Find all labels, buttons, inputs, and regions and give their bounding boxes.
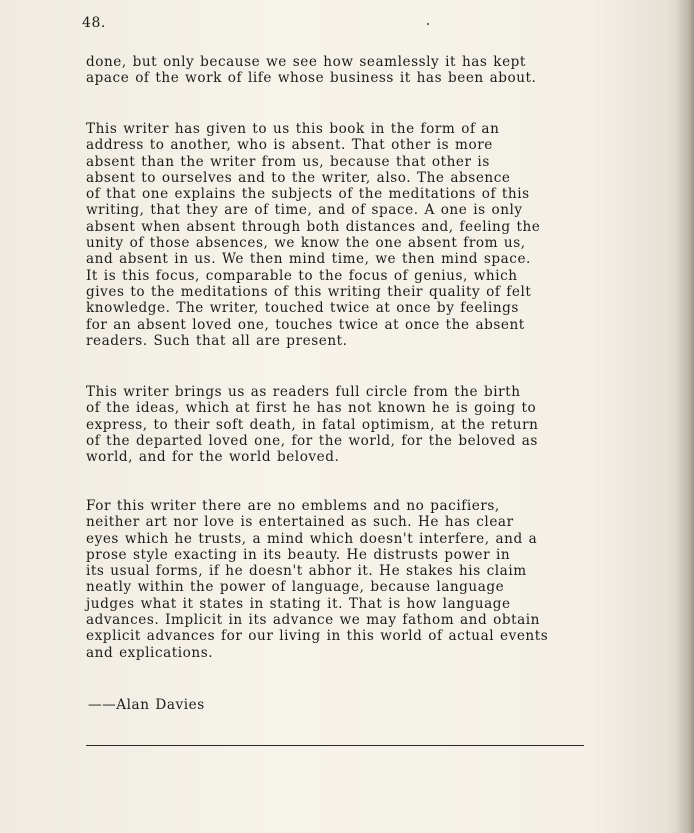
text-line: judges what it states in stating it. That is how language bbox=[86, 595, 511, 612]
text-line: of that one explains the subjects of the meditations of this bbox=[86, 186, 530, 203]
text-line: address to another, who is absent. That other is more bbox=[86, 137, 493, 154]
paragraph-1 bbox=[86, 54, 616, 87]
text-line: readers. Such that all are present. bbox=[86, 332, 348, 349]
text-line: of the ideas, which at first he has not known he is going to bbox=[86, 400, 537, 417]
paragraph-2 bbox=[86, 121, 616, 349]
author-signature: ——Alan Davies bbox=[88, 697, 205, 713]
text-line: eyes which he trusts, a mind which doesn't interfere, and a bbox=[86, 530, 538, 547]
text-line: its usual forms, if he doesn't abhor it. He stakes his claim bbox=[86, 563, 527, 580]
text-line: for an absent loved one, touches twice at once the absent bbox=[86, 316, 525, 333]
paragraph-4 bbox=[86, 498, 616, 661]
page-edge-shadow bbox=[676, 0, 694, 833]
text-line: neither art nor love is entertained as such. He has clear bbox=[86, 514, 514, 531]
text-line: knowledge. The writer, touched twice at once by feelings bbox=[86, 300, 519, 317]
text-line: and absent in us. We then mind time, we then mind space. bbox=[86, 251, 531, 268]
text-line: apace of the work of life whose business it has been about. bbox=[86, 70, 537, 87]
text-line: writing, that they are of time, and of space. A one is only bbox=[86, 202, 523, 219]
text-line: explicit advances for our living in this world of actual events bbox=[86, 628, 549, 645]
text-line: For this writer there are no emblems and no pacifiers, bbox=[86, 498, 500, 514]
text-line: unity of those absences, we know the one absent from us, bbox=[86, 235, 526, 252]
text-line: world, and for the world beloved. bbox=[86, 449, 340, 466]
text-line: This writer brings us as readers full circle from the birth bbox=[86, 384, 521, 400]
text-line: and explications. bbox=[86, 644, 214, 661]
paper-speck bbox=[427, 23, 429, 25]
text-line: neatly within the power of language, because language bbox=[86, 579, 505, 596]
text-line: It is this focus, comparable to the focus of genius, which bbox=[86, 267, 518, 284]
bottom-rule bbox=[86, 745, 584, 746]
text-line: advances. Implicit in its advance we may fathom and obtain bbox=[86, 612, 540, 629]
text-line: gives to the meditations of this writing their quality of felt bbox=[86, 283, 532, 300]
paragraph-3 bbox=[86, 384, 616, 465]
page-number: 48. bbox=[82, 15, 106, 31]
text-line: This writer has given to us this book in the form of an bbox=[86, 121, 500, 137]
text-line: prose style exacting in its beauty. He distrusts power in bbox=[86, 546, 511, 563]
text-line: of the departed loved one, for the world, for the beloved as bbox=[86, 432, 538, 449]
text-line: absent to ourselves and to the writer, also. The absence bbox=[86, 169, 511, 186]
text-line: done, but only because we see how seamlessly it has kept bbox=[86, 54, 526, 70]
text-line: absent than the writer from us, because that other is bbox=[86, 153, 490, 170]
text-line: absent when absent through both distances and, feeling the bbox=[86, 218, 541, 235]
text-line: express, to their soft death, in fatal optimism, at the return bbox=[86, 416, 539, 433]
